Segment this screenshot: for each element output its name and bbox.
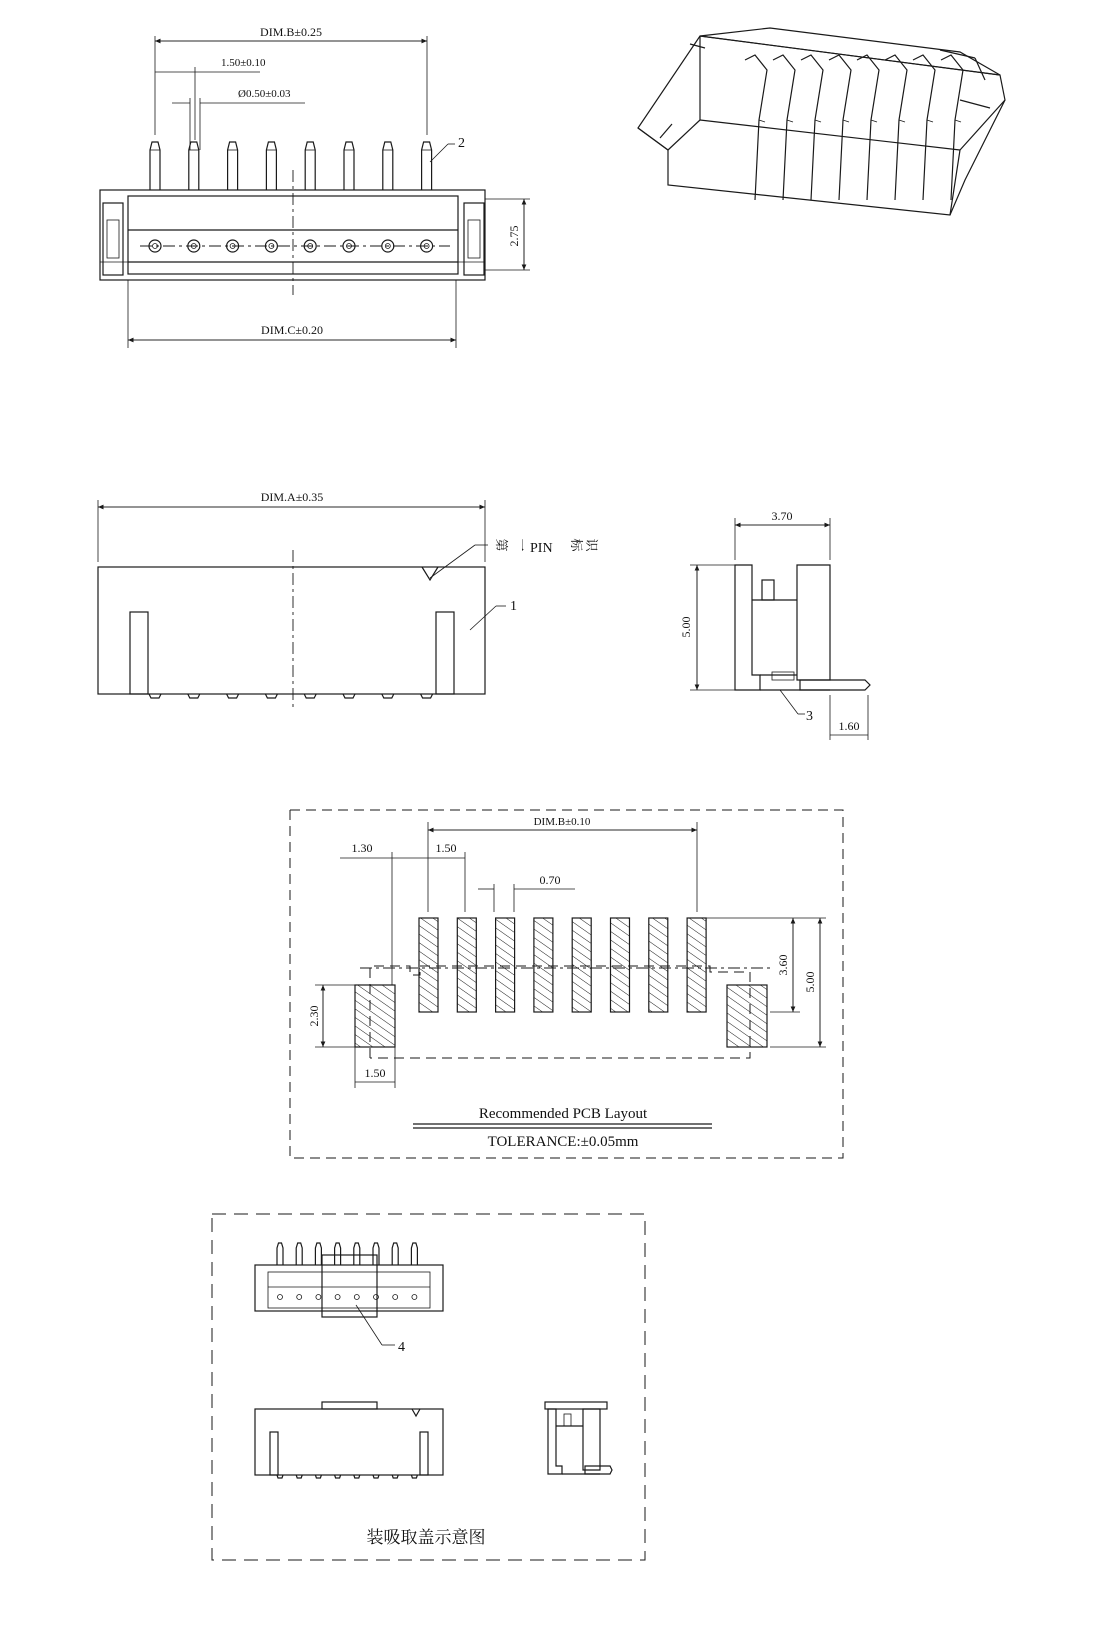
pcb-pad [611, 918, 630, 1012]
front-dim-a-label: DIM.A±0.35 [260, 490, 324, 504]
cap-pin [277, 1243, 283, 1265]
top-pin [149, 142, 161, 252]
cap-pin [354, 1243, 360, 1265]
cap-hole [278, 1295, 283, 1300]
cap-view [212, 1214, 645, 1560]
pcb-mount-h-label: 2.30 [307, 1005, 321, 1027]
iso-rib [941, 55, 963, 200]
cap-pin [335, 1243, 341, 1265]
top-pin-dia-label: Ø0.50±0.03 [238, 88, 291, 100]
side-tail-label: 1.60 [838, 719, 860, 733]
top-pitch-label: 1.50±0.10 [221, 57, 266, 69]
cap-hole [297, 1295, 302, 1300]
cap-hole [412, 1295, 417, 1300]
top-pin [227, 142, 239, 252]
pcb-pad [419, 918, 438, 1012]
cap-hole [316, 1295, 321, 1300]
cap-hole [374, 1295, 379, 1300]
isometric-ribs [745, 55, 963, 200]
pcb-layout [290, 810, 843, 1158]
cap-pin [392, 1243, 398, 1265]
cap-pin [411, 1243, 417, 1265]
pin1-mark-char-2: 一 [513, 538, 528, 552]
pcb-mount-pad-right [727, 985, 767, 1047]
cap-top-holes [278, 1295, 417, 1300]
side-callout-3: 3 [806, 709, 813, 724]
top-pin [304, 142, 316, 252]
pcb-layout-title: Recommended PCB Layout [478, 1106, 648, 1122]
cap-pin [373, 1243, 379, 1265]
pcb-overall-label: 5.00 [803, 971, 817, 993]
iso-rib [801, 55, 823, 200]
front-view [98, 490, 598, 710]
pcb-pads [419, 918, 706, 1012]
pin1-mark-char-4: 识 [583, 538, 598, 552]
top-pin [343, 142, 355, 252]
cap-top-pins [277, 1243, 417, 1265]
top-pin [265, 142, 277, 252]
cap-pin [296, 1243, 302, 1265]
pcb-mount-w-label: 1.50 [364, 1066, 386, 1080]
cap-callout-4: 4 [398, 1340, 405, 1355]
iso-rib [913, 55, 935, 200]
top-pin [421, 142, 433, 252]
pcb-pad-width-label: 0.70 [539, 873, 561, 887]
pcb-pad [496, 918, 515, 1012]
side-height-label: 5.00 [679, 616, 693, 638]
isometric-view [638, 28, 1005, 215]
top-view [100, 25, 530, 348]
pcb-pad [572, 918, 591, 1012]
top-pins [149, 142, 433, 252]
pcb-pad [687, 918, 706, 1012]
cap-pin [315, 1243, 321, 1265]
side-width-label: 3.70 [771, 509, 793, 523]
pcb-tolerance: TOLERANCE:±0.05mm [487, 1134, 639, 1150]
top-dim-c-label: DIM.C±0.20 [261, 323, 323, 337]
cap-hole [335, 1295, 340, 1300]
top-dim-b-label: DIM.B±0.25 [260, 25, 322, 39]
iso-rib [885, 55, 907, 200]
pcb-pad [534, 918, 553, 1012]
top-pin [188, 142, 200, 252]
iso-rib [857, 55, 879, 200]
top-height-label: 2.75 [507, 225, 521, 247]
front-callout-1: 1 [510, 599, 517, 614]
pcb-mount-pad-left [355, 985, 395, 1047]
pcb-offset-label: 1.30 [351, 841, 373, 855]
iso-rib [773, 55, 795, 200]
pcb-pad [457, 918, 476, 1012]
side-view [679, 509, 870, 740]
pin1-mark-pin: PIN [530, 541, 553, 556]
pcb-pad-len-label: 3.60 [776, 954, 790, 976]
pin1-mark-char-1: 第 [493, 538, 508, 552]
cap-caption: 装吸取盖示意图 [366, 1528, 486, 1548]
top-pin [382, 142, 394, 252]
cap-hole [354, 1295, 359, 1300]
top-callout-2: 2 [458, 136, 465, 151]
iso-rib [829, 55, 851, 200]
pcb-pitch-label: 1.50 [435, 841, 457, 855]
pin1-mark-char-3: 标 [568, 538, 583, 552]
pcb-dim-b-label: DIM.B±0.10 [533, 816, 591, 828]
cap-hole [393, 1295, 398, 1300]
pcb-pad [649, 918, 668, 1012]
